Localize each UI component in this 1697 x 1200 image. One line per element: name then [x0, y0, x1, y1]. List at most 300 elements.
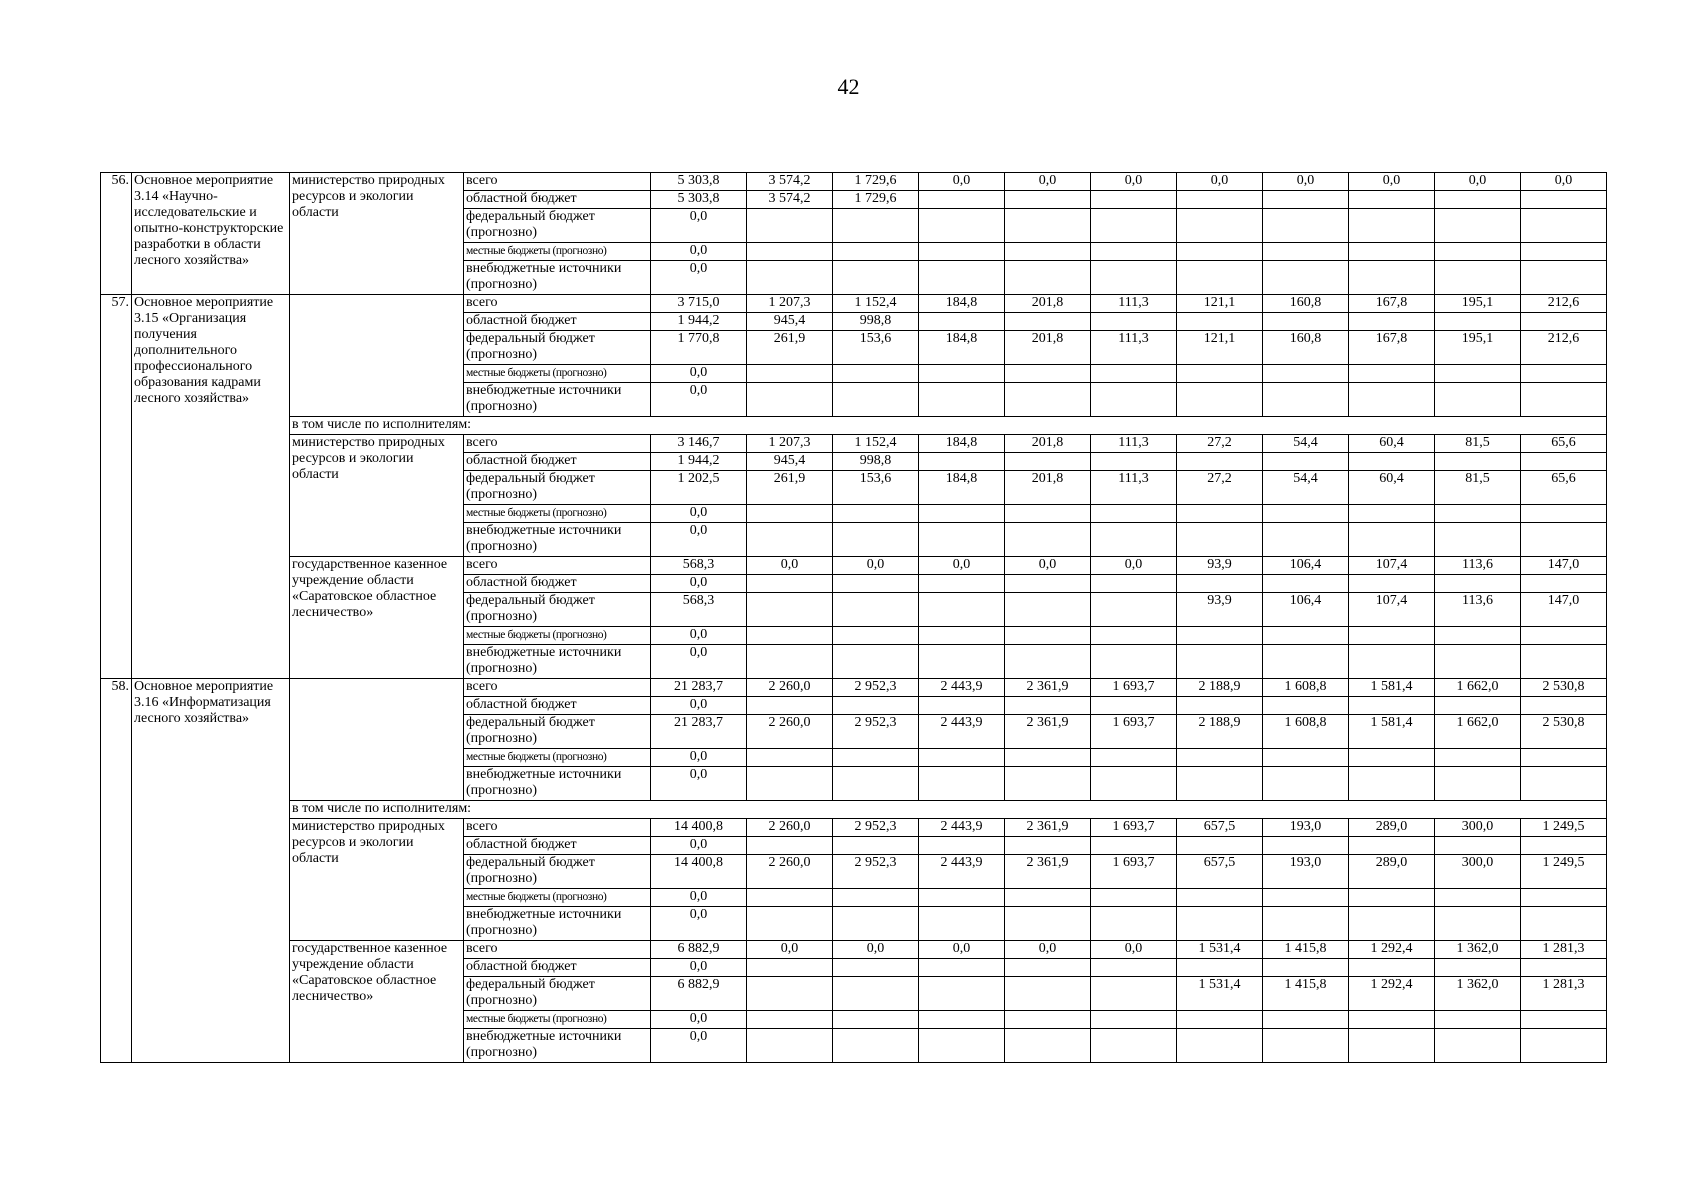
value-cell — [1521, 627, 1607, 645]
value-cell: 147,0 — [1521, 593, 1607, 627]
value-cell: 2 443,9 — [919, 855, 1005, 889]
value-cell: 0,0 — [651, 209, 747, 243]
value-cell — [1435, 627, 1521, 645]
executor-name — [290, 295, 464, 417]
value-cell: 5 303,8 — [651, 173, 747, 191]
value-cell — [1091, 627, 1177, 645]
value-cell — [1521, 889, 1607, 907]
value-cell: 0,0 — [651, 505, 747, 523]
value-cell: 2 530,8 — [1521, 715, 1607, 749]
activity-index: 57. — [101, 295, 132, 679]
value-cell — [1521, 1029, 1607, 1063]
value-cell — [1435, 453, 1521, 471]
value-cell — [1005, 1011, 1091, 1029]
value-cell: 2 188,9 — [1177, 715, 1263, 749]
value-cell — [919, 365, 1005, 383]
value-cell — [1521, 313, 1607, 331]
value-cell: 121,1 — [1177, 331, 1263, 365]
value-cell — [1005, 767, 1091, 801]
value-cell — [1177, 523, 1263, 557]
value-cell — [1091, 313, 1177, 331]
value-cell — [919, 453, 1005, 471]
value-cell: 212,6 — [1521, 331, 1607, 365]
funding-source-regional: областной бюджет — [464, 575, 651, 593]
value-cell — [747, 959, 833, 977]
value-cell: 201,8 — [1005, 295, 1091, 313]
value-cell — [833, 523, 919, 557]
value-cell: 14 400,8 — [651, 855, 747, 889]
value-cell — [1091, 1029, 1177, 1063]
value-cell — [1521, 209, 1607, 243]
funding-source-regional: областной бюджет — [464, 697, 651, 715]
value-cell: 0,0 — [651, 767, 747, 801]
value-cell — [1005, 261, 1091, 295]
value-cell: 0,0 — [833, 557, 919, 575]
value-cell — [1521, 837, 1607, 855]
funding-source-total: всего — [464, 295, 651, 313]
value-cell: 201,8 — [1005, 331, 1091, 365]
value-cell: 2 952,3 — [833, 679, 919, 697]
value-cell — [1177, 959, 1263, 977]
value-cell — [1263, 191, 1349, 209]
value-cell — [1177, 1011, 1263, 1029]
value-cell — [1177, 209, 1263, 243]
value-cell: 1 281,3 — [1521, 977, 1607, 1011]
value-cell — [833, 575, 919, 593]
value-cell: 195,1 — [1435, 331, 1521, 365]
value-cell — [1349, 365, 1435, 383]
value-cell: 0,0 — [651, 1029, 747, 1063]
value-cell — [1177, 575, 1263, 593]
funding-source-local: местные бюджеты (прогнозно) — [464, 627, 651, 645]
value-cell — [1521, 749, 1607, 767]
value-cell — [1349, 313, 1435, 331]
value-cell — [1263, 627, 1349, 645]
value-cell: 184,8 — [919, 331, 1005, 365]
value-cell — [1521, 453, 1607, 471]
value-cell: 2 443,9 — [919, 715, 1005, 749]
funding-source-total: всего — [464, 679, 651, 697]
value-cell: 195,1 — [1435, 295, 1521, 313]
value-cell: 0,0 — [651, 645, 747, 679]
value-cell: 0,0 — [651, 749, 747, 767]
value-cell: 1 207,3 — [747, 295, 833, 313]
value-cell — [1435, 749, 1521, 767]
value-cell: 1 249,5 — [1521, 819, 1607, 837]
value-cell — [919, 907, 1005, 941]
value-cell: 0,0 — [1521, 173, 1607, 191]
value-cell: 0,0 — [747, 557, 833, 575]
value-cell — [833, 593, 919, 627]
value-cell: 2 952,3 — [833, 819, 919, 837]
value-cell: 1 152,4 — [833, 295, 919, 313]
value-cell: 1 581,4 — [1349, 679, 1435, 697]
value-cell — [833, 697, 919, 715]
value-cell — [1005, 313, 1091, 331]
table-row — [101, 679, 1607, 697]
funding-source-extrabudget: внебюджетные источники (прогнозно) — [464, 767, 651, 801]
value-cell — [1177, 749, 1263, 767]
value-cell: 261,9 — [747, 331, 833, 365]
value-cell — [1521, 959, 1607, 977]
value-cell: 0,0 — [919, 173, 1005, 191]
value-cell: 300,0 — [1435, 855, 1521, 889]
value-cell — [1177, 453, 1263, 471]
value-cell: 2 260,0 — [747, 715, 833, 749]
value-cell — [833, 365, 919, 383]
value-cell — [747, 593, 833, 627]
value-cell: 167,8 — [1349, 331, 1435, 365]
value-cell: 0,0 — [919, 941, 1005, 959]
value-cell — [1263, 1029, 1349, 1063]
value-cell — [919, 977, 1005, 1011]
value-cell — [1521, 383, 1607, 417]
value-cell — [1435, 645, 1521, 679]
value-cell — [1091, 645, 1177, 679]
value-cell — [1263, 959, 1349, 977]
value-cell: 1 662,0 — [1435, 679, 1521, 697]
value-cell — [1349, 383, 1435, 417]
value-cell: 0,0 — [651, 243, 747, 261]
value-cell — [1435, 191, 1521, 209]
value-cell: 1 207,3 — [747, 435, 833, 453]
value-cell: 0,0 — [1435, 173, 1521, 191]
value-cell: 106,4 — [1263, 593, 1349, 627]
funding-source-total: всего — [464, 557, 651, 575]
value-cell — [919, 889, 1005, 907]
value-cell: 657,5 — [1177, 819, 1263, 837]
value-cell: 65,6 — [1521, 471, 1607, 505]
value-cell — [919, 243, 1005, 261]
value-cell — [1349, 505, 1435, 523]
funding-source-federal: федеральный бюджет (прогнозно) — [464, 855, 651, 889]
executor-name — [290, 679, 464, 801]
executor-name: государственное казенное учреждение области «Саратовское областное лесничество» — [290, 557, 464, 679]
value-cell — [1005, 365, 1091, 383]
value-cell — [1091, 523, 1177, 557]
value-cell — [1521, 1011, 1607, 1029]
funding-source-regional: областной бюджет — [464, 837, 651, 855]
value-cell: 201,8 — [1005, 471, 1091, 505]
value-cell — [747, 505, 833, 523]
funding-source-extrabudget: внебюджетные источники (прогнозно) — [464, 523, 651, 557]
value-cell: 1 281,3 — [1521, 941, 1607, 959]
value-cell — [1349, 627, 1435, 645]
value-cell — [1177, 697, 1263, 715]
value-cell: 1 608,8 — [1263, 679, 1349, 697]
activity-index: 56. — [101, 173, 132, 295]
value-cell — [1521, 697, 1607, 715]
funding-source-total: всего — [464, 819, 651, 837]
value-cell: 1 693,7 — [1091, 679, 1177, 697]
value-cell — [833, 1011, 919, 1029]
value-cell: 153,6 — [833, 471, 919, 505]
value-cell: 6 882,9 — [651, 941, 747, 959]
value-cell: 0,0 — [1177, 173, 1263, 191]
value-cell: 2 260,0 — [747, 855, 833, 889]
value-cell — [1177, 837, 1263, 855]
value-cell: 113,6 — [1435, 557, 1521, 575]
value-cell — [1091, 209, 1177, 243]
value-cell: 1 362,0 — [1435, 941, 1521, 959]
value-cell — [1177, 645, 1263, 679]
value-cell — [1005, 627, 1091, 645]
value-cell — [1005, 575, 1091, 593]
value-cell — [1349, 959, 1435, 977]
value-cell — [919, 313, 1005, 331]
value-cell — [1091, 261, 1177, 295]
value-cell — [1263, 261, 1349, 295]
value-cell: 0,0 — [651, 627, 747, 645]
value-cell: 167,8 — [1349, 295, 1435, 313]
value-cell: 0,0 — [651, 1011, 747, 1029]
value-cell — [1521, 261, 1607, 295]
value-cell — [1263, 907, 1349, 941]
funding-source-extrabudget: внебюджетные источники (прогнозно) — [464, 645, 651, 679]
value-cell: 1 770,8 — [651, 331, 747, 365]
value-cell — [747, 889, 833, 907]
value-cell — [747, 697, 833, 715]
value-cell: 54,4 — [1263, 435, 1349, 453]
funding-source-federal: федеральный бюджет (прогнозно) — [464, 471, 651, 505]
value-cell — [1263, 243, 1349, 261]
value-cell — [833, 767, 919, 801]
value-cell: 0,0 — [1005, 941, 1091, 959]
funding-source-total: всего — [464, 173, 651, 191]
value-cell — [1091, 697, 1177, 715]
value-cell: 111,3 — [1091, 295, 1177, 313]
value-cell — [1521, 575, 1607, 593]
value-cell: 1 729,6 — [833, 191, 919, 209]
value-cell — [1177, 627, 1263, 645]
value-cell: 184,8 — [919, 295, 1005, 313]
value-cell — [1349, 749, 1435, 767]
funding-source-local: местные бюджеты (прогнозно) — [464, 505, 651, 523]
value-cell: 147,0 — [1521, 557, 1607, 575]
value-cell — [1435, 243, 1521, 261]
value-cell: 193,0 — [1263, 819, 1349, 837]
value-cell — [747, 523, 833, 557]
value-cell: 0,0 — [651, 261, 747, 295]
value-cell: 1 415,8 — [1263, 977, 1349, 1011]
value-cell — [1263, 523, 1349, 557]
value-cell — [1005, 907, 1091, 941]
value-cell — [919, 261, 1005, 295]
value-cell — [1177, 889, 1263, 907]
value-cell — [1435, 505, 1521, 523]
value-cell — [1091, 191, 1177, 209]
value-cell — [833, 383, 919, 417]
value-cell — [833, 1029, 919, 1063]
value-cell — [1177, 767, 1263, 801]
value-cell — [747, 977, 833, 1011]
value-cell — [919, 1011, 1005, 1029]
executors-header-row — [101, 801, 1607, 819]
funding-source-federal: федеральный бюджет (прогнозно) — [464, 209, 651, 243]
value-cell — [1435, 209, 1521, 243]
value-cell: 1 693,7 — [1091, 715, 1177, 749]
value-cell — [1177, 261, 1263, 295]
value-cell: 0,0 — [651, 383, 747, 417]
value-cell: 1 693,7 — [1091, 819, 1177, 837]
value-cell — [919, 209, 1005, 243]
value-cell — [1435, 575, 1521, 593]
value-cell — [1349, 645, 1435, 679]
value-cell — [1349, 907, 1435, 941]
value-cell — [1521, 907, 1607, 941]
funding-source-extrabudget: внебюджетные источники (прогнозно) — [464, 1029, 651, 1063]
value-cell: 2 361,9 — [1005, 679, 1091, 697]
value-cell — [747, 383, 833, 417]
value-cell: 0,0 — [1005, 557, 1091, 575]
value-cell: 27,2 — [1177, 471, 1263, 505]
value-cell — [1091, 767, 1177, 801]
value-cell — [919, 697, 1005, 715]
value-cell: 998,8 — [833, 313, 919, 331]
value-cell: 2 188,9 — [1177, 679, 1263, 697]
value-cell — [1091, 383, 1177, 417]
value-cell: 2 361,9 — [1005, 715, 1091, 749]
value-cell — [1349, 575, 1435, 593]
value-cell: 261,9 — [747, 471, 833, 505]
value-cell — [747, 627, 833, 645]
executor-name: министерство природных ресурсов и экологии области — [290, 173, 464, 295]
value-cell: 93,9 — [1177, 557, 1263, 575]
value-cell: 1 415,8 — [1263, 941, 1349, 959]
value-cell — [1349, 191, 1435, 209]
value-cell — [1521, 243, 1607, 261]
value-cell: 1 944,2 — [651, 453, 747, 471]
value-cell — [919, 627, 1005, 645]
value-cell — [833, 907, 919, 941]
value-cell — [833, 261, 919, 295]
value-cell — [1521, 191, 1607, 209]
value-cell — [1005, 977, 1091, 1011]
value-cell: 3 574,2 — [747, 191, 833, 209]
value-cell — [1349, 261, 1435, 295]
value-cell — [1263, 697, 1349, 715]
value-cell — [833, 837, 919, 855]
value-cell — [1349, 523, 1435, 557]
value-cell — [1177, 1029, 1263, 1063]
value-cell: 0,0 — [747, 941, 833, 959]
value-cell — [1005, 383, 1091, 417]
value-cell — [1349, 889, 1435, 907]
value-cell: 0,0 — [1091, 941, 1177, 959]
value-cell: 81,5 — [1435, 471, 1521, 505]
value-cell — [1091, 749, 1177, 767]
value-cell — [1005, 453, 1091, 471]
funding-source-total: всего — [464, 435, 651, 453]
table-row — [101, 819, 1607, 837]
value-cell: 153,6 — [833, 331, 919, 365]
value-cell: 121,1 — [1177, 295, 1263, 313]
value-cell — [919, 575, 1005, 593]
value-cell — [1435, 1029, 1521, 1063]
funding-source-extrabudget: внебюджетные источники (прогнозно) — [464, 261, 651, 295]
value-cell — [1349, 837, 1435, 855]
value-cell — [1263, 365, 1349, 383]
value-cell — [747, 1029, 833, 1063]
value-cell: 54,4 — [1263, 471, 1349, 505]
value-cell — [1521, 365, 1607, 383]
value-cell: 0,0 — [1091, 557, 1177, 575]
value-cell: 0,0 — [651, 365, 747, 383]
value-cell: 289,0 — [1349, 819, 1435, 837]
value-cell — [1435, 907, 1521, 941]
value-cell — [833, 645, 919, 679]
value-cell — [1435, 261, 1521, 295]
value-cell: 107,4 — [1349, 557, 1435, 575]
value-cell: 568,3 — [651, 593, 747, 627]
value-cell: 1 292,4 — [1349, 941, 1435, 959]
value-cell — [833, 959, 919, 977]
value-cell: 3 574,2 — [747, 173, 833, 191]
value-cell — [1435, 837, 1521, 855]
value-cell: 3 146,7 — [651, 435, 747, 453]
value-cell: 2 260,0 — [747, 819, 833, 837]
value-cell — [1435, 383, 1521, 417]
value-cell: 0,0 — [919, 557, 1005, 575]
value-cell: 60,4 — [1349, 471, 1435, 505]
value-cell — [1091, 575, 1177, 593]
value-cell — [1349, 1011, 1435, 1029]
value-cell — [919, 523, 1005, 557]
funding-source-local: местные бюджеты (прогнозно) — [464, 365, 651, 383]
value-cell — [1263, 313, 1349, 331]
value-cell — [1263, 453, 1349, 471]
value-cell — [833, 505, 919, 523]
table-row — [101, 435, 1607, 453]
value-cell — [1091, 837, 1177, 855]
funding-source-extrabudget: внебюджетные источники (прогнозно) — [464, 383, 651, 417]
value-cell: 2 530,8 — [1521, 679, 1607, 697]
value-cell — [1091, 365, 1177, 383]
value-cell: 1 531,4 — [1177, 977, 1263, 1011]
value-cell — [747, 209, 833, 243]
value-cell: 160,8 — [1263, 331, 1349, 365]
value-cell — [747, 365, 833, 383]
executors-header-row — [101, 417, 1607, 435]
value-cell — [919, 645, 1005, 679]
value-cell: 5 303,8 — [651, 191, 747, 209]
value-cell: 0,0 — [651, 575, 747, 593]
value-cell: 60,4 — [1349, 435, 1435, 453]
value-cell — [747, 261, 833, 295]
value-cell — [833, 889, 919, 907]
value-cell: 1 531,4 — [1177, 941, 1263, 959]
value-cell — [1091, 977, 1177, 1011]
value-cell: 1 581,4 — [1349, 715, 1435, 749]
value-cell — [1091, 1011, 1177, 1029]
value-cell — [1435, 889, 1521, 907]
value-cell: 2 952,3 — [833, 855, 919, 889]
funding-source-federal: федеральный бюджет (прогнозно) — [464, 331, 651, 365]
value-cell: 0,0 — [1091, 173, 1177, 191]
executor-name: министерство природных ресурсов и экологии области — [290, 819, 464, 941]
value-cell — [1005, 243, 1091, 261]
value-cell: 65,6 — [1521, 435, 1607, 453]
value-cell: 193,0 — [1263, 855, 1349, 889]
value-cell: 1 729,6 — [833, 173, 919, 191]
value-cell: 0,0 — [651, 697, 747, 715]
value-cell — [1005, 645, 1091, 679]
funding-source-federal: федеральный бюджет (прогнозно) — [464, 977, 651, 1011]
value-cell — [1177, 313, 1263, 331]
value-cell — [919, 383, 1005, 417]
value-cell — [1521, 767, 1607, 801]
value-cell: 998,8 — [833, 453, 919, 471]
